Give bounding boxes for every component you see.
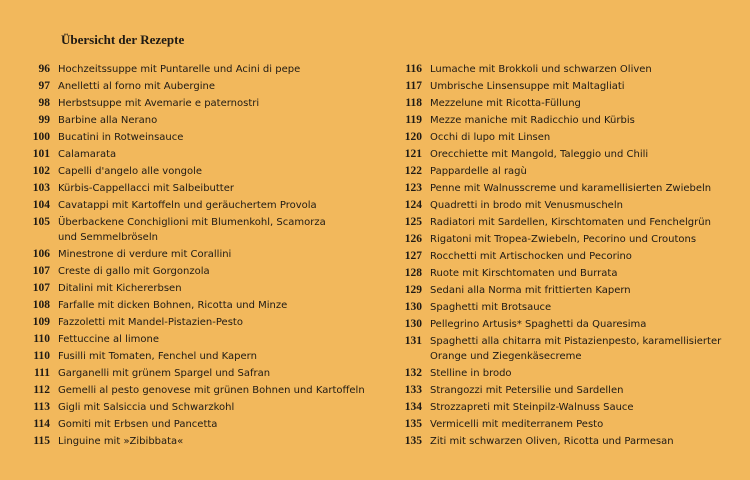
recipe-title-line: Lumache mit Brokkoli und schwarzen Oliven (430, 64, 652, 75)
index-entry (400, 266, 730, 283)
page-number: 127 (404, 250, 422, 262)
recipe-title-line: Orange und Ziegenkäsecreme (430, 351, 582, 362)
page-number: 103 (32, 182, 50, 194)
recipe-title-line: Garganelli mit grünem Spargel und Safran (58, 368, 271, 379)
page-number: 118 (405, 97, 422, 109)
index-entry (400, 434, 730, 451)
recipe-title (430, 215, 711, 230)
index-entry (28, 164, 358, 181)
page-number: 128 (404, 267, 422, 279)
page-number: 113 (33, 401, 50, 413)
page-number: 124 (404, 199, 422, 211)
index-entry (400, 366, 730, 383)
recipe-title-line: Umbrische Linsensuppe mit Maltagliati (430, 81, 625, 92)
recipe-title-line: Fusilli mit Tomaten, Fenchel und Kapern (58, 351, 257, 362)
index-entry (400, 283, 730, 300)
index-entry (400, 181, 730, 198)
recipe-title-line: Creste di gallo mit Gorgonzola (58, 266, 210, 277)
recipe-title (58, 383, 365, 398)
index-entry (400, 113, 730, 130)
page-number: 96 (38, 63, 50, 75)
page-number: 115 (33, 435, 50, 447)
recipe-title-line: Barbine alla Nerano (58, 115, 158, 126)
recipe-title (58, 96, 259, 111)
page-number: 98 (38, 97, 50, 109)
index-entry (28, 281, 358, 298)
recipe-title (430, 334, 721, 364)
recipe-title (430, 434, 674, 449)
index-entry (28, 383, 365, 400)
index-entry (28, 247, 358, 264)
recipe-title (58, 417, 217, 432)
index-entry (400, 232, 730, 249)
page-number: 134 (404, 401, 422, 413)
recipe-title (430, 283, 631, 298)
recipe-title (430, 366, 512, 381)
recipe-title-line: Pellegrino Artusis* Spaghetti da Quaresima (430, 319, 647, 330)
recipe-title (430, 249, 632, 264)
recipe-title-line: Occhi di lupo mit Linsen (430, 132, 551, 143)
page-number: 97 (38, 80, 50, 92)
page-number: 125 (404, 216, 422, 228)
recipe-title-line: Herbstsuppe mit Avemarie e paternostri (58, 98, 260, 109)
recipe-title (58, 349, 257, 364)
index-entry (400, 334, 730, 366)
index-entry (28, 315, 358, 332)
recipe-title-line: Sedani alla Norma mit frittierten Kapern (430, 285, 631, 296)
recipe-title-line: Mezzelune mit Ricotta-Füllung (430, 98, 581, 109)
index-entry (400, 147, 730, 164)
page-number: 101 (32, 148, 50, 160)
recipe-title-line: Hochzeitssuppe mit Puntarelle und Acini di pepe (58, 64, 301, 75)
page-number: 126 (404, 233, 422, 245)
recipe-title-line: Pappardelle al ragù (430, 166, 527, 177)
index-entry (28, 147, 358, 164)
index-entry (28, 96, 358, 113)
recipe-title-line: Radiatori mit Sardellen, Kirschtomaten und Fenchelgrün (430, 217, 711, 228)
recipe-title-line: Farfalle mit dicken Bohnen, Ricotta und Minze (58, 300, 288, 311)
page-number: 106 (32, 248, 50, 260)
page-number: 111 (34, 367, 50, 379)
recipe-title-line: Mezze maniche mit Radicchio und Kürbis (430, 115, 635, 126)
page-number: 107 (32, 282, 50, 294)
index-entry (400, 198, 730, 215)
page-number: 135 (404, 435, 422, 447)
left-column (28, 62, 365, 451)
recipe-title-line: Strangozzi mit Petersilie und Sardellen (430, 385, 624, 396)
page-number: 99 (38, 114, 50, 126)
recipe-title-line: Vermicelli mit mediterranem Pesto (430, 419, 604, 430)
recipe-title-line: Stelline in brodo (430, 368, 512, 379)
recipe-title-line: Fettuccine al limone (58, 334, 159, 345)
page-number: 122 (404, 165, 422, 177)
recipe-title (430, 147, 648, 162)
recipe-title-line: und Semmelbröseln (58, 232, 158, 243)
recipe-title-line: Fazzoletti mit Mandel-Pistazien-Pesto (58, 317, 243, 328)
recipe-title (58, 400, 234, 415)
page-number: 129 (404, 284, 422, 296)
page-number: 108 (32, 299, 50, 311)
recipe-title (430, 79, 625, 94)
recipe-title-line: Rocchetti mit Artischocken und Pecorino (430, 251, 632, 262)
index-entry (28, 417, 358, 434)
index-entry (400, 215, 730, 232)
page-number: 104 (32, 199, 50, 211)
recipe-title-line: Penne mit Walnusscreme und karamellisierten Zwiebeln (430, 183, 712, 194)
page-number: 130 (404, 318, 422, 330)
recipe-title-line: Ziti mit schwarzen Oliven, Ricotta und Parmesan (430, 436, 674, 447)
recipe-title (58, 281, 182, 296)
recipe-title (430, 232, 696, 247)
recipe-title (58, 315, 243, 330)
recipe-title (430, 198, 623, 213)
index-entry (400, 317, 730, 334)
page-number: 130 (404, 301, 422, 313)
page-number: 110 (33, 333, 50, 345)
index-entry (400, 79, 730, 96)
index-entry (28, 181, 358, 198)
recipe-title-line: Überbackene Conchiglioni mit Blumenkohl, Scamorza (58, 217, 326, 228)
index-entry (400, 417, 730, 434)
recipe-title (58, 130, 183, 145)
page-number: 133 (404, 384, 422, 396)
recipe-title-line: Anelletti al forno mit Aubergine (58, 81, 215, 92)
recipe-title (58, 434, 183, 449)
index-entry (28, 400, 358, 417)
recipe-title (58, 181, 234, 196)
index-entry (400, 62, 730, 79)
recipe-title (430, 317, 646, 332)
recipe-title-line: Rigatoni mit Tropea-Zwiebeln, Pecorino und Croutons (430, 234, 697, 245)
index-entry (28, 332, 358, 349)
page-number: 121 (404, 148, 422, 160)
recipe-title (58, 247, 231, 262)
recipe-title (58, 198, 317, 213)
index-entry (28, 434, 358, 451)
page-number: 131 (404, 335, 422, 347)
index-entry (400, 300, 730, 317)
recipe-title-line: Quadretti in brodo mit Venusmuscheln (430, 200, 623, 211)
page-number: 109 (32, 316, 50, 328)
recipe-title-line: Minestrone di verdure mit Corallini (58, 249, 232, 260)
page-number: 105 (32, 216, 50, 228)
recipe-title (58, 332, 159, 347)
recipe-title (430, 164, 527, 179)
recipe-title-line: Calamarata (58, 149, 117, 160)
page-number: 135 (404, 418, 422, 430)
index-entry (28, 298, 358, 315)
recipe-title-line: Ditalini mit Kichererbsen (58, 283, 182, 294)
page-number: 100 (32, 131, 50, 143)
index-entry (400, 383, 730, 400)
page-number: 132 (404, 367, 422, 379)
recipe-title (430, 181, 711, 196)
index-entry (28, 198, 358, 215)
recipe-title (58, 79, 215, 94)
recipe-title-line: Capelli d'angelo alle vongole (58, 166, 203, 177)
recipe-title (58, 215, 326, 245)
index-entry (400, 164, 730, 181)
index-entry (28, 79, 358, 96)
page-number: 117 (405, 80, 422, 92)
index-entry (400, 400, 730, 417)
recipe-title-line: Gemelli al pesto genovese mit grünen Bohnen und Kartoffeln (58, 385, 365, 396)
recipe-title (430, 266, 617, 281)
page-number: 102 (32, 165, 50, 177)
page-number: 110 (33, 350, 50, 362)
recipe-title (58, 147, 116, 162)
page-number: 119 (405, 114, 422, 126)
index-entry (28, 62, 358, 79)
recipe-title-line: Ruote mit Kirschtomaten und Burrata (430, 268, 618, 279)
index-entry (28, 349, 358, 366)
recipe-title (58, 264, 210, 279)
recipe-title (430, 400, 634, 415)
page-number: 123 (404, 182, 422, 194)
recipe-title-line: Gigli mit Salsiccia und Schwarzkohl (58, 402, 235, 413)
recipe-title (430, 130, 550, 145)
index-entry (400, 96, 730, 113)
right-column (400, 62, 730, 451)
recipe-title (430, 383, 623, 398)
index-entry (28, 130, 358, 147)
page-number: 107 (32, 265, 50, 277)
recipe-title (58, 113, 157, 128)
page-number: 114 (33, 418, 50, 430)
index-entry (400, 130, 730, 147)
page-heading: Übersicht der Rezepte (61, 32, 185, 47)
recipe-title-line: Strozzapreti mit Steinpilz-Walnuss Sauce (430, 402, 634, 413)
recipe-title-line: Spaghetti mit Brotsauce (430, 302, 552, 313)
recipe-title (430, 300, 551, 315)
recipe-title (430, 62, 652, 77)
recipe-title (430, 113, 635, 128)
index-entry (28, 113, 358, 130)
recipe-title-line: Gomiti mit Erbsen und Pancetta (58, 419, 218, 430)
page-number: 116 (405, 63, 422, 75)
page-number: 120 (404, 131, 422, 143)
recipe-title (430, 96, 581, 111)
index-entry (28, 264, 358, 281)
page-number: 112 (33, 384, 50, 396)
recipe-title-line: Bucatini in Rotweinsauce (58, 132, 184, 143)
index-entry (28, 366, 358, 383)
recipe-title (430, 417, 603, 432)
recipe-title (58, 62, 300, 77)
recipe-title-line: Spaghetti alla chitarra mit Pistazienpesto, karamellisierter (430, 336, 722, 347)
index-entry (400, 249, 730, 266)
recipe-title-line: Cavatappi mit Kartoffeln und geräuchertem Provola (58, 200, 317, 211)
recipe-title (58, 366, 270, 381)
recipe-title (58, 298, 287, 313)
index-entry (28, 215, 358, 247)
recipe-title (58, 164, 202, 179)
recipe-title-line: Linguine mit »Zibibbata« (58, 436, 184, 447)
recipe-title-line: Kürbis-Cappellacci mit Salbeibutter (58, 183, 234, 194)
recipe-title-line: Orecchiette mit Mangold, Taleggio und Chili (430, 149, 649, 160)
